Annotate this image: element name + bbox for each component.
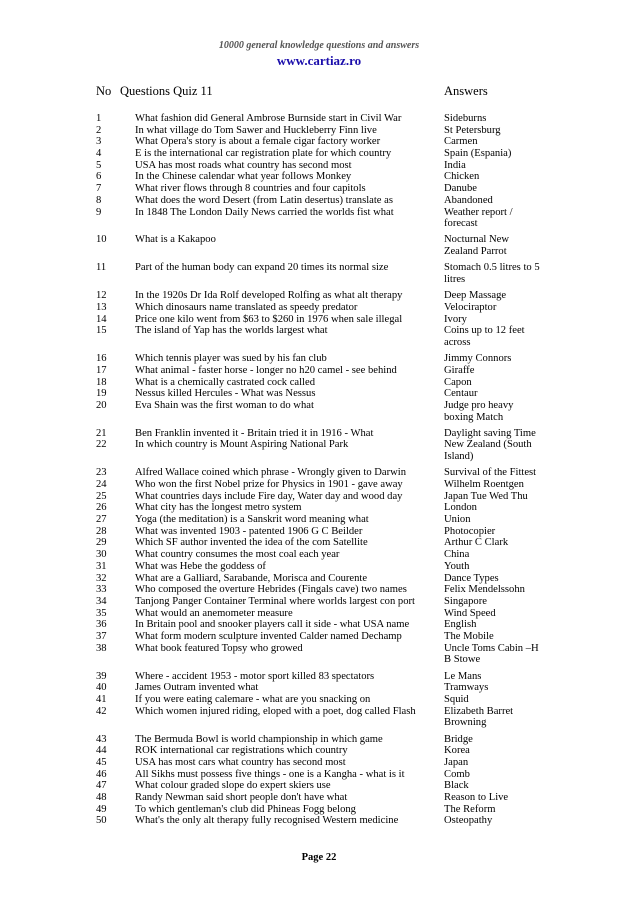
question-number: 41 <box>96 693 107 705</box>
question-text: If you were eating calemare - what are you snacking on <box>135 693 371 705</box>
column-header-questions: Questions Quiz 11 <box>120 84 213 98</box>
table-row <box>0 400 638 428</box>
question-text: What was Hebe the goddess of <box>135 560 266 572</box>
question-text: What river flows through 8 countries and four capitols <box>135 183 366 195</box>
question-number: 23 <box>96 467 107 479</box>
answer-text: Coins up to 12 feet across <box>444 325 525 348</box>
question-text: What are a Galliard, Sarabande, Morisca and Courente <box>135 572 368 584</box>
question-text: In which country is Mount Aspiring National Park <box>135 439 349 451</box>
answer-text: Union <box>444 514 471 526</box>
question-number: 37 <box>96 630 107 642</box>
question-text: What animal - faster horse - longer no h20 camel - see behind <box>135 364 397 376</box>
answer-text: Jimmy Connors <box>444 353 512 365</box>
question-number: 28 <box>96 525 107 537</box>
answer-text: Wind Speed <box>444 607 496 619</box>
question-number: 38 <box>96 642 107 654</box>
answer-text: Ivory <box>444 313 467 325</box>
question-number: 43 <box>96 733 107 745</box>
question-text: E is the international car registration plate for which country <box>135 148 392 160</box>
question-number: 24 <box>96 479 107 491</box>
question-number: 27 <box>96 514 107 526</box>
question-number: 14 <box>96 313 107 325</box>
table-row <box>0 584 638 596</box>
table-row <box>0 694 638 706</box>
question-number: 31 <box>96 560 107 572</box>
table-row <box>0 183 638 195</box>
question-number: 47 <box>96 780 107 792</box>
answer-text: Daylight saving Time <box>444 427 536 439</box>
question-text: Alfred Wallace coined which phrase - Wrongly given to Darwin <box>135 467 407 479</box>
table-row <box>0 780 638 792</box>
table-row <box>0 428 638 440</box>
question-text: Where - accident 1953 - motor sport killed 83 spectators <box>135 670 375 682</box>
question-text: All Sikhs must possess five things - one is a Kangha - what is it <box>135 768 405 780</box>
question-text: What was invented 1903 - patented 1906 G C Beilder <box>135 525 363 537</box>
question-number: 29 <box>96 537 107 549</box>
table-row <box>0 388 638 400</box>
question-number: 4 <box>96 148 102 160</box>
answer-text: Reason to Live <box>444 791 509 803</box>
answer-text: Le Mans <box>444 670 482 682</box>
table-row <box>0 314 638 326</box>
question-number: 12 <box>96 290 107 302</box>
question-number: 49 <box>96 803 107 815</box>
question-text: In the Chinese calendar what year follows Monkey <box>135 171 352 183</box>
question-number: 18 <box>96 376 107 388</box>
question-number: 25 <box>96 490 107 502</box>
answer-text: The Reform <box>444 803 496 815</box>
table-row <box>0 734 638 746</box>
answer-text: Deep Massage <box>444 290 507 302</box>
question-number: 5 <box>96 159 102 171</box>
question-number: 40 <box>96 682 107 694</box>
question-text: What colour graded slope do expert skiers use <box>135 780 331 792</box>
table-row <box>0 596 638 608</box>
question-number: 9 <box>96 206 102 218</box>
question-number: 34 <box>96 595 107 607</box>
website-link[interactable]: www.cartiaz.ro <box>276 53 362 68</box>
answer-text: Stomach 0.5 litres to 5 litres <box>444 262 540 285</box>
question-text: ROK international car registrations which country <box>135 745 348 757</box>
table-row <box>0 262 638 290</box>
question-text: In Britain pool and snooker players call it side - what USA name <box>135 619 410 631</box>
table-row <box>0 815 638 827</box>
table-row <box>0 148 638 160</box>
answer-text: China <box>444 549 470 561</box>
question-number: 48 <box>96 791 107 803</box>
question-number: 15 <box>96 325 107 337</box>
question-text: In 1848 The London Daily News carried the worlds fist what <box>135 206 394 218</box>
question-number: 35 <box>96 607 107 619</box>
question-number: 45 <box>96 756 107 768</box>
table-row <box>0 549 638 561</box>
table-row <box>0 631 638 643</box>
table-row <box>0 207 638 235</box>
table-row <box>0 537 638 549</box>
answer-text: Tramways <box>444 682 489 694</box>
question-text: Which dinosaurs name translated as speedy predator <box>135 301 358 313</box>
question-text: What does the word Desert (from Latin desertus) translate as <box>135 194 393 206</box>
table-row <box>0 195 638 207</box>
table-row <box>0 745 638 757</box>
question-text: What Opera's story is about a female cigar factory worker <box>135 136 381 148</box>
question-text: What's the only alt therapy fully recognised Western medicine <box>135 815 399 827</box>
question-number: 46 <box>96 768 107 780</box>
table-row <box>0 302 638 314</box>
answer-text: Weather report / forecast <box>444 206 513 230</box>
question-number: 36 <box>96 619 107 631</box>
answer-text: India <box>444 159 466 171</box>
question-text: What form modern sculpture invented Calder named Dechamp <box>135 630 402 642</box>
answer-text: Youth <box>444 560 470 572</box>
answer-text: Velociraptor <box>444 301 497 313</box>
question-number: 20 <box>96 399 107 411</box>
question-text: Which tennis player was sued by his fan club <box>135 353 327 365</box>
question-text: Randy Newman said short people don't have what <box>135 791 348 803</box>
question-text: The island of Yap has the worlds largest what <box>135 325 328 337</box>
table-row <box>0 479 638 491</box>
question-number: 21 <box>96 427 107 439</box>
answer-text: Carmen <box>444 136 478 148</box>
table-row <box>0 706 638 734</box>
question-text: In the 1920s Dr Ida Rolf developed Rolfing as what alt therapy <box>135 290 403 302</box>
answer-text: Survival of the Fittest <box>444 467 537 479</box>
question-text: Tanjong Panger Container Terminal where worlds largest con port <box>135 595 415 607</box>
answer-text: Giraffe <box>444 364 475 376</box>
question-text: What countries days include Fire day, Water day and wood day <box>135 490 403 502</box>
table-row <box>0 377 638 389</box>
question-text: The Bermuda Bowl is world championship in which game <box>135 733 383 745</box>
table-row <box>0 125 638 137</box>
question-text: What country consumes the most coal each year <box>135 549 340 561</box>
question-text: What is a Kakapoo <box>135 234 216 246</box>
table-row <box>0 325 638 353</box>
question-text: USA has most roads what country has second most <box>135 159 352 171</box>
question-text: Ben Franklin invented it - Britain tried it in 1916 - What <box>135 427 374 439</box>
column-header-answers: Answers <box>444 84 488 98</box>
question-number: 33 <box>96 584 107 596</box>
question-text: What city has the longest metro system <box>135 502 302 514</box>
answer-text: Nocturnal New Zealand Parrot <box>444 234 510 258</box>
table-row <box>0 804 638 816</box>
question-number: 32 <box>96 572 107 584</box>
question-text: Which women injured riding, eloped with a poet, dog called Flash <box>135 705 416 717</box>
table-row <box>0 467 638 479</box>
answer-text: Abandoned <box>444 194 493 206</box>
answer-text: Korea <box>444 745 470 757</box>
question-number: 7 <box>96 183 102 195</box>
table-row <box>0 608 638 620</box>
questions-list <box>0 113 638 827</box>
answer-text: Singapore <box>444 595 487 607</box>
answer-text: Japan Tue Wed Thu <box>444 490 528 502</box>
table-row <box>0 160 638 172</box>
answer-text: The Mobile <box>444 630 494 642</box>
table-row <box>0 353 638 365</box>
answer-text: Wilhelm Roentgen <box>444 479 524 491</box>
answer-text: Bridge <box>444 733 473 745</box>
table-row <box>0 757 638 769</box>
question-number: 17 <box>96 364 107 376</box>
answer-text: Spain (Espania) <box>444 148 512 160</box>
answer-text: Arthur C Clark <box>444 537 509 549</box>
table-row <box>0 792 638 804</box>
answer-text: Elizabeth Barret Browning <box>444 705 514 729</box>
question-text: Who won the first Nobel prize for Physics in 1901 - gave away <box>135 479 403 491</box>
question-number: 10 <box>96 234 107 246</box>
question-text: Who composed the overture Hebrides (Fingals cave) two names <box>135 584 407 596</box>
document-subtitle: 10000 general knowledge questions and answers <box>218 40 420 51</box>
question-text: Which SF author invented the idea of the com Satellite <box>135 537 368 549</box>
answer-text: Centaur <box>444 388 478 400</box>
question-text: In what village do Tom Sawer and Huckleberry Finn live <box>135 124 377 136</box>
answer-text: English <box>444 619 477 631</box>
question-text: What would an anemometer measure <box>135 607 293 619</box>
table-row <box>0 491 638 503</box>
answer-text: London <box>444 502 477 514</box>
question-text: To which gentleman's club did Phineas Fogg belong <box>135 803 356 815</box>
question-text: What book featured Topsy who growed <box>135 642 303 654</box>
answer-text: Felix Mendelssohn <box>444 584 525 596</box>
question-text: What fashion did General Ambrose Burnside start in Civil War <box>135 113 402 124</box>
question-text: Part of the human body can expand 20 times its normal size <box>135 262 389 274</box>
question-number: 42 <box>96 705 107 717</box>
question-text: Price one kilo went from $63 to $260 in 1976 when sale illegal <box>135 313 403 325</box>
question-text: James Outram invented what <box>135 682 259 694</box>
answer-text: Comb <box>444 768 470 780</box>
answer-text: Dance Types <box>444 572 499 584</box>
table-row <box>0 619 638 631</box>
table-row <box>0 573 638 585</box>
question-number: 44 <box>96 745 107 757</box>
answer-text: Japan <box>444 756 469 768</box>
question-number: 26 <box>96 502 107 514</box>
question-number: 50 <box>96 815 107 827</box>
answer-text: Photocopier <box>444 525 496 537</box>
question-number: 11 <box>96 262 107 274</box>
table-row <box>0 769 638 781</box>
table-row <box>0 234 638 262</box>
answer-text: Sideburns <box>444 113 487 124</box>
table-row <box>0 561 638 573</box>
question-number: 13 <box>96 301 107 313</box>
answer-text: St Petersburg <box>444 124 501 136</box>
table-row <box>0 526 638 538</box>
table-row <box>0 502 638 514</box>
answer-text: Squid <box>444 693 469 705</box>
table-row <box>0 514 638 526</box>
answer-text: Capon <box>444 376 472 388</box>
question-text: USA has most cars what country has second most <box>135 756 346 768</box>
table-row <box>0 136 638 148</box>
question-number: 2 <box>96 124 102 136</box>
column-header-no: No <box>96 84 112 98</box>
page-number: Page 22 <box>301 852 337 863</box>
table-row <box>0 171 638 183</box>
question-number: 6 <box>96 171 102 183</box>
question-text: Yoga (the meditation) is a Sanskrit word meaning what <box>135 514 369 526</box>
answer-text: Osteopathy <box>444 815 493 827</box>
question-text: Nessus killed Hercules - What was Nessus <box>135 388 316 400</box>
table-row <box>0 643 638 671</box>
question-number: 16 <box>96 353 107 365</box>
question-number: 3 <box>96 136 102 148</box>
answer-text: Black <box>444 780 469 792</box>
answer-text: New Zealand (South Island) <box>444 439 532 463</box>
answer-text: Judge pro heavy boxing Match <box>444 399 514 423</box>
answer-text: Danube <box>444 183 477 195</box>
answer-text: Uncle Toms Cabin –H B Stowe <box>444 642 539 666</box>
question-number: 22 <box>96 439 107 451</box>
question-number: 30 <box>96 549 107 561</box>
question-text: Eva Shain was the first woman to do what <box>135 399 314 411</box>
table-row <box>0 365 638 377</box>
question-number: 8 <box>96 194 102 206</box>
table-row <box>0 113 638 125</box>
table-row <box>0 671 638 683</box>
table-row <box>0 682 638 694</box>
question-number: 39 <box>96 670 107 682</box>
question-number: 1 <box>96 113 102 124</box>
table-row <box>0 439 638 467</box>
question-number: 19 <box>96 388 107 400</box>
answer-text: Chicken <box>444 171 480 183</box>
table-row <box>0 290 638 302</box>
question-text: What is a chemically castrated cock called <box>135 376 316 388</box>
